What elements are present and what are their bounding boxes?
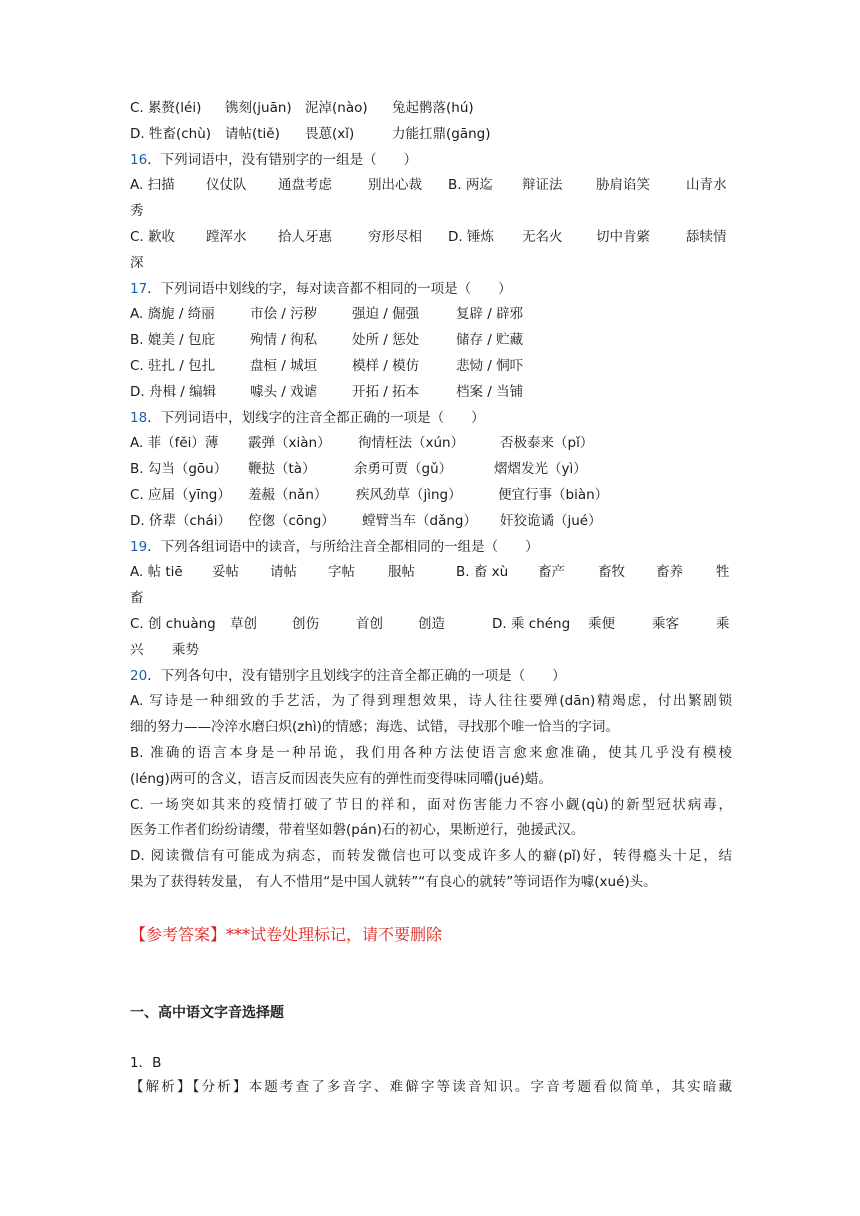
question-stem: ．下列词语中，划线字的注音全都正确的一项是（ ） bbox=[147, 409, 485, 426]
q18-option-a bbox=[130, 431, 732, 457]
question-page bbox=[130, 96, 732, 896]
answer-heading: 【参考答案】***试卷处理标记，请不要删除 bbox=[130, 925, 443, 944]
option-text: 乘势 bbox=[172, 641, 199, 658]
option-text: 别出心裁 bbox=[368, 177, 422, 194]
option-text: 市侩 / 污秽 bbox=[250, 306, 318, 323]
option-text: 畜养 bbox=[656, 564, 683, 581]
question-number: 17 bbox=[130, 280, 148, 297]
q19-wrap-1 bbox=[130, 586, 732, 612]
q17-option-c bbox=[130, 354, 732, 380]
q20-option-b-line1: B. 准确的语言本身是一种吊诡，我们用各种方法使语言愈来愈准确，使其几乎没有模棱 bbox=[130, 744, 732, 761]
q17-option-b bbox=[130, 328, 732, 354]
option-text: 余勇可贾（gǔ） bbox=[354, 461, 453, 478]
option-text: 模样 / 模仿 bbox=[352, 357, 420, 374]
option-text: 乘便 bbox=[588, 615, 615, 632]
option-text: 秀 bbox=[130, 203, 144, 220]
option-text: 储存 / 贮藏 bbox=[456, 332, 524, 349]
option-text: 盘桓 / 城垣 bbox=[250, 357, 318, 374]
option-text: C. 驻扎 / 包扎 bbox=[130, 357, 216, 374]
option-text: 螳臂当车（dǎng） bbox=[362, 512, 477, 529]
option-text: 兴 bbox=[130, 641, 144, 658]
q18-stem bbox=[130, 406, 732, 432]
option-text: 殉情 / 徇私 bbox=[250, 332, 318, 349]
option-text: 档案 / 当铺 bbox=[456, 383, 524, 400]
option-text: 山青水 bbox=[686, 177, 727, 194]
option-text: 鞭挞（tà） bbox=[248, 461, 316, 478]
analysis-text: 【解析】【分析】本题考查了多音字、难僻字等读音知识。字音考题看似简单，其实暗藏 bbox=[130, 1079, 732, 1095]
option-text: 乘 bbox=[716, 615, 730, 632]
option-text: 草创 bbox=[230, 615, 257, 632]
question-number: 18 bbox=[130, 409, 148, 426]
q15-option-d bbox=[130, 122, 732, 148]
option-text: 泥淖(nào) bbox=[305, 100, 368, 116]
option-text: 徇情枉法（xún） bbox=[358, 435, 465, 452]
q20-option-d-line1: D. 阅读微信有可能成为病态，而转发微信也可以变成许多人的癖(pǐ)好，转得瘾头十足，结 bbox=[130, 848, 732, 865]
question-stem: ．下列词语中，没有错别字的一组是（ ） bbox=[147, 151, 418, 168]
q17-option-a bbox=[130, 302, 732, 328]
q20-option-b-line2: (léng)两可的含义，语言反而因丧失应有的弹性而变得味同嚼(jué)蜡。 bbox=[130, 770, 552, 787]
q16-options-cd bbox=[130, 225, 732, 251]
option-text: 悲恸 / 恫吓 bbox=[456, 357, 524, 374]
option-text: 妥帖 bbox=[212, 564, 239, 581]
option-text: 字帖 bbox=[328, 564, 355, 581]
option-text: 畜 bbox=[130, 590, 144, 607]
option-text: 羞赧（nǎn） bbox=[248, 486, 328, 503]
question-number: 19 bbox=[130, 538, 148, 555]
question-number: 16 bbox=[130, 151, 148, 168]
option-text: 开拓 / 拓本 bbox=[352, 383, 420, 400]
option-text: 请帖(tiě) bbox=[225, 125, 280, 142]
option-text: 牲 bbox=[716, 564, 730, 581]
q19-options-ab bbox=[130, 560, 732, 586]
option-text: B. 媲美 / 包庇 bbox=[130, 332, 215, 349]
option-text: B. 两迄 bbox=[448, 177, 493, 194]
option-text: 处所 / 惩处 bbox=[352, 332, 420, 349]
q20-option-c-line1: C. 一场突如其来的疫情打破了节日的祥和，面对伤害能力不容小觑(qù)的新型冠状病毒， bbox=[130, 796, 732, 813]
q20-option-a-line2: 细的努力——冷淬水磨臼炽(zhì)的情感；海选、试错，寻找那个唯一恰当的字词。 bbox=[130, 719, 619, 736]
option-text: 疾风劲草（jìng） bbox=[356, 486, 462, 503]
q20-option-d-line2: 果为了获得转发量， 有人不惜用“是中国人就转”“有良心的就转”等词语作为噱(xué)头。 bbox=[130, 873, 657, 890]
option-text: 请帖 bbox=[270, 564, 297, 581]
option-text: C. 累赘(léi) bbox=[130, 100, 202, 116]
option-text: 穷形尽相 bbox=[368, 228, 422, 245]
option-text: D. 乘 chéng bbox=[492, 615, 571, 632]
option-text: A. 菲（fěi）薄 bbox=[130, 435, 219, 452]
option-text: B. 畜 xù bbox=[456, 564, 509, 581]
option-text: 奸狡诡谲（jué） bbox=[500, 512, 602, 529]
q16-wrap-1 bbox=[130, 199, 732, 225]
option-text: 强迫 / 倔强 bbox=[352, 306, 420, 323]
option-text: D. 锤炼 bbox=[448, 228, 494, 245]
q20-stem bbox=[130, 664, 732, 690]
q16-options-ab bbox=[130, 173, 732, 199]
q20-option-a-line1: A. 写诗是一种细致的手艺活，为了得到理想效果，诗人往往要殚(dān)精竭虑，付出繁剧锁 bbox=[130, 693, 732, 710]
option-text: 服帖 bbox=[388, 564, 415, 581]
option-text: A. 扫描 bbox=[130, 177, 175, 194]
option-text: C. 歉收 bbox=[130, 228, 176, 245]
answer-1: 1．B bbox=[130, 1055, 162, 1071]
option-text: 无名火 bbox=[522, 228, 563, 245]
option-text: 畏葸(xǐ) bbox=[305, 125, 355, 142]
q19-stem bbox=[130, 535, 732, 561]
option-text: 兔起鹘落(hú) bbox=[392, 100, 474, 116]
question-number: 20 bbox=[130, 667, 148, 684]
option-text: 复辟 / 辟邪 bbox=[456, 306, 524, 323]
option-text: 熠熠发光（yì） bbox=[494, 461, 587, 478]
option-text: 深 bbox=[130, 254, 144, 271]
q19-wrap-2 bbox=[130, 638, 732, 664]
option-text: 乘客 bbox=[652, 615, 679, 632]
option-text: 辩证法 bbox=[522, 177, 563, 194]
option-text: 创伤 bbox=[292, 615, 319, 632]
option-text: 力能扛鼎(gāng) bbox=[392, 125, 491, 142]
option-text: A. 帖 tiē bbox=[130, 564, 183, 581]
q16-stem bbox=[130, 148, 732, 174]
option-text: 霰弹（xiàn） bbox=[248, 435, 331, 452]
q18-option-b bbox=[130, 457, 732, 483]
option-text: D. 牲畜(chù) bbox=[130, 125, 212, 142]
option-text: 否极泰来（pǐ） bbox=[500, 435, 594, 452]
question-stem: ．下列各句中，没有错别字且划线字的注音全都正确的一项是（ ） bbox=[147, 667, 566, 684]
q19-options-cd bbox=[130, 612, 732, 638]
option-text: 镌刻(juān) bbox=[225, 100, 292, 116]
q15-option-c bbox=[130, 96, 732, 122]
section-heading: 一、高中语文字音选择题 bbox=[130, 1005, 284, 1021]
q17-option-d bbox=[130, 380, 732, 406]
option-text: 畜产 bbox=[538, 564, 565, 581]
q18-option-d bbox=[130, 509, 732, 535]
option-text: 噱头 / 戏谑 bbox=[250, 383, 318, 400]
option-text: 拾人牙惠 bbox=[278, 228, 332, 245]
option-text: 畜牧 bbox=[598, 564, 625, 581]
option-text: 创造 bbox=[418, 615, 445, 632]
option-text: 仪仗队 bbox=[206, 177, 247, 194]
option-text: C. 应届（yīng） bbox=[130, 486, 231, 503]
question-stem: ．下列各组词语中的读音，与所给注音全都相同的一组是（ ） bbox=[147, 538, 539, 555]
option-text: 切中肯綮 bbox=[596, 228, 650, 245]
q17-stem bbox=[130, 277, 732, 303]
option-text: 倥偬（cōng） bbox=[248, 512, 335, 529]
q18-option-c bbox=[130, 483, 732, 509]
option-text: 便宜行事（biàn） bbox=[498, 486, 609, 503]
option-text: C. 创 chuàng bbox=[130, 615, 216, 632]
option-text: A. 旖旎 / 绮丽 bbox=[130, 306, 215, 323]
option-text: 首创 bbox=[356, 615, 383, 632]
q16-wrap-2 bbox=[130, 251, 732, 277]
option-text: D. 舟楫 / 编辑 bbox=[130, 383, 217, 400]
question-stem: ．下列词语中划线的字，每对读音都不相同的一项是（ ） bbox=[147, 280, 512, 297]
option-text: 舔犊情 bbox=[686, 228, 727, 245]
q20-option-c-line2: 医务工作者们纷纷请缨，带着坚如磐(pán)石的初心，果断逆行，弛援武汉。 bbox=[130, 822, 585, 839]
option-text: B. 勾当（gōu） bbox=[130, 461, 228, 478]
option-text: 胁肩谄笑 bbox=[596, 177, 650, 194]
option-text: D. 侪辈（chái） bbox=[130, 512, 231, 529]
option-text: 蹚浑水 bbox=[206, 228, 247, 245]
option-text: 通盘考虑 bbox=[278, 177, 332, 194]
